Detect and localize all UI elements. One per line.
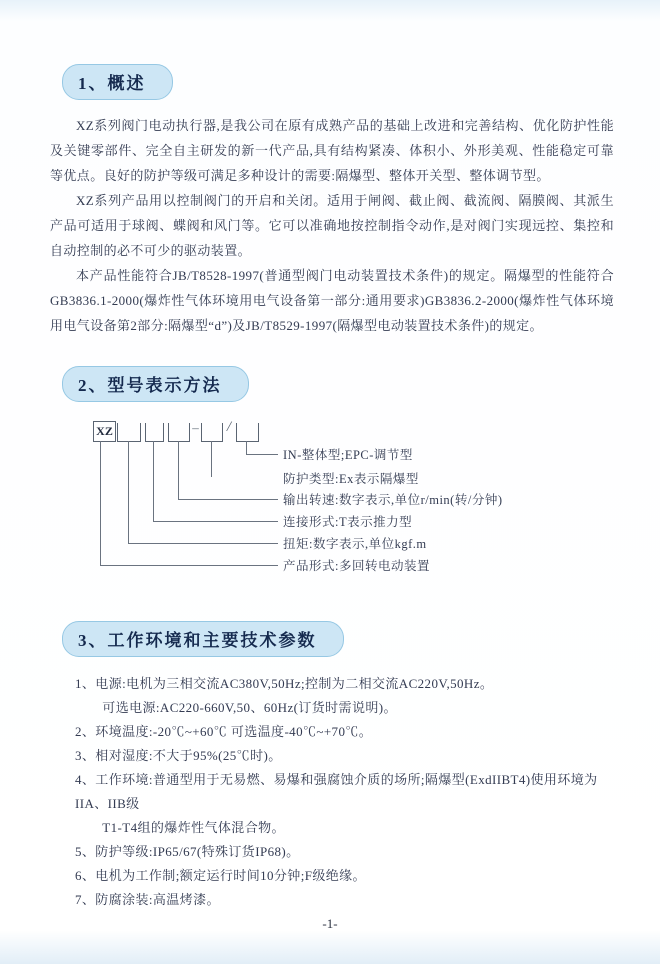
overview-paragraph-3: 本产品性能符合JB/T8528-1997(普通型阀门电动装置技术条件)的规定。隔爆型的性能符合GB3836.1-2000(爆炸性气体环境用电气设备第一部分:通用要求)GB3836.2-2000(爆炸性气体环境用电气设备第2部分:隔爆型“d”)及JB/T8529-1997(隔爆型电动装置技术条件)的规定。 [50,268,614,333]
param-work-environment-2: T1-T4组的爆炸性气体混合物。 [102,819,285,835]
page-content [0,64,660,911]
model-code-slot-speed [168,423,190,442]
leader-line-torque-h [128,543,278,544]
leader-line-product-form-h [100,565,278,566]
leader-line-product-form [100,441,101,565]
section-2-heading-row [62,366,614,402]
leader-line-speed [178,441,179,499]
section-3-heading-row [62,621,614,657]
model-code-slot-protection [201,423,223,442]
diagram-label-product-form: 产品形式:多回转电动装置 [283,559,430,573]
param-power-optional: 可选电源:AC220-660V,50、60Hz(订货时需说明)。 [102,700,397,715]
overview-paragraph-2: XZ系列产品用以控制阀门的开启和关闭。适用于闸阀、截止阀、截流阀、隔膜阀、其派生产品可适用于球阀、蝶阀和风门等。它可以准确地按控制指令动作,是对阀门实现远控、集控和自动控制的必不可少的驱动装置。 [50,193,614,258]
leader-line-type [246,441,247,454]
param-motor-duty: 6、电机为工作制;额定运行时间10分钟;F级绝缘。 [75,867,366,883]
diagram-label-connection: 连接形式:T表示推力型 [283,515,413,529]
leader-line-type-h [246,454,278,455]
param-power: 1、电源:电机为三相交流AC380V,50Hz;控制为二相交流AC220V,50Hz。 [75,676,494,691]
document-page [0,64,660,964]
slash-separator: / [226,419,232,435]
param-work-environment: 4、工作环境:普通型用于无易燃、易爆和强腐蚀介质的场所;隔爆型(ExdIIBT4)使用环境为IIA、IIB级 [75,772,598,811]
leader-line-speed-h [178,499,278,500]
diagram-label-type: IN-整体型;EPC-调节型 [283,448,413,462]
section-3-heading: 3、工作环境和主要技术参数 [62,621,344,657]
section-1-heading: 1、概述 [62,64,173,100]
param-ambient-temp: 2、环境温度:-20℃~+60℃ 可选温度-40℃~+70℃。 [75,724,373,739]
model-prefix-box: XZ [93,421,116,442]
model-designation-diagram [50,419,610,591]
param-humidity: 3、相对湿度:不大于95%(25℃时)。 [75,748,282,763]
leader-line-connection [153,441,154,521]
section-1-heading-row [62,64,614,100]
diagram-label-speed: 输出转速:数字表示,单位r/min(转/分钟) [283,493,503,507]
model-code-slot-connection [145,423,164,442]
overview-paragraph-1: XZ系列阀门电动执行器,是我公司在原有成熟产品的基础上改进和完善结构、优化防护性能及关键零部件、完全自主研发的新一代产品,具有结构紧凑、体积小、外形美观、性能稳定可靠等优点。良好的防护等级可满足多种设计的需要:隔爆型、整体开关型、整体调节型。 [50,118,614,183]
technical-parameters-list [50,672,614,911]
model-code-slot-torque [117,423,141,442]
param-protection-rating: 5、防护等级:IP65/67(特殊订货IP68)。 [75,843,300,859]
leader-line-connection-h [153,521,278,522]
leader-line-protection [211,441,212,477]
diagram-label-protection: 防护类型:Ex表示隔爆型 [283,472,419,486]
param-coating: 7、防腐涂装:高温烤漆。 [75,891,220,907]
dash-separator: – [192,420,199,435]
diagram-label-torque: 扭矩:数字表示,单位kgf.m [283,537,427,551]
leader-line-torque [128,441,129,543]
model-code-slot-type [236,423,259,442]
section-2-heading: 2、型号表示方法 [62,366,249,402]
page-number: -1- [322,916,338,931]
